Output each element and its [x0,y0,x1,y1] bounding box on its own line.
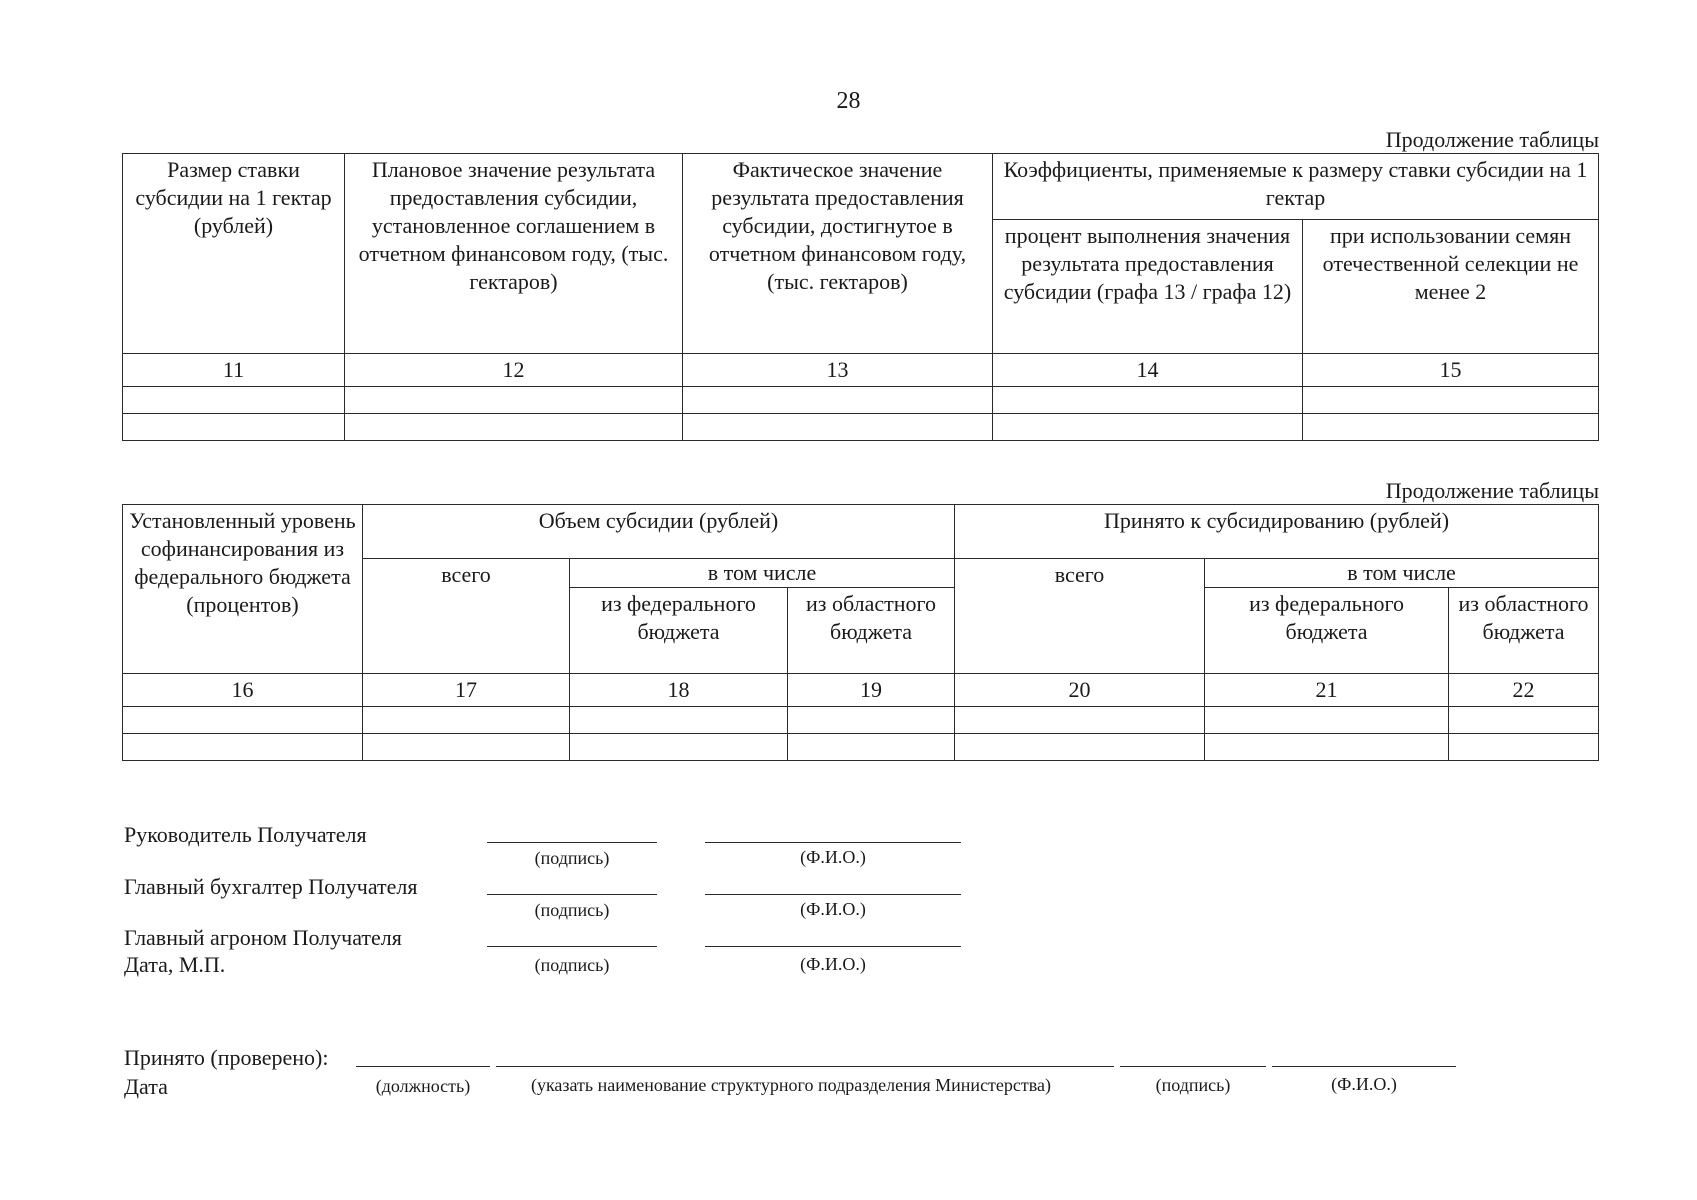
table1-row [123,387,1599,414]
accepted-date-label: Дата [124,1074,168,1099]
table2-header-volume-federal: из федерального бюджета [570,588,788,674]
accepted-signature-caption: (подпись) [1155,1075,1231,1095]
table1-cell[interactable] [1303,387,1599,414]
table2-num-20: 20 [955,674,1205,707]
accepted-fio-line[interactable] [1272,1066,1456,1067]
table2-num-18: 18 [570,674,788,707]
page-number: 28 [836,88,861,114]
table2-cell[interactable] [363,707,570,734]
head-fio-line[interactable] [705,842,961,843]
table1-num-11: 11 [123,354,345,387]
table1-header-col14: процент выполнения значения результата предоставления субсидии (графа 13 / графа 12) [993,220,1303,354]
table1-header-col11: Размер ставки субсидии на 1 гектар (рублей) [123,154,345,354]
table2-cell[interactable] [788,707,955,734]
date-stamp-label: Дата, М.П. [124,952,226,977]
table1-header-coefficients: Коэффициенты, применяемые к размеру ставки субсидии на 1 гектар [993,154,1599,220]
accountant-fio-caption: (Ф.И.О.) [800,899,866,919]
head-signature-caption: (подпись) [534,848,610,868]
table2-cell[interactable] [123,707,363,734]
table2-header-volume: Объем субсидии (рублей) [363,505,955,559]
table1-continuation-label: Продолжение таблицы [1385,127,1599,152]
table1-cell[interactable] [1303,414,1599,441]
chief-accountant-label: Главный бухгалтер Получателя [124,874,418,899]
table2-cell[interactable] [123,734,363,761]
accountant-signature-line[interactable] [487,894,657,895]
table1-cell[interactable] [345,414,683,441]
table2-header-accepted: Принято к субсидированию (рублей) [955,505,1599,559]
table1-num-13: 13 [683,354,993,387]
table1-header-col13: Фактическое значение результата предоставления субсидии, достигнутое в отчетном финансовом году, (тыс. гектаров) [683,154,993,354]
agronomist-signature-line[interactable] [487,946,657,947]
table2-cell[interactable] [788,734,955,761]
table2 [122,504,1599,761]
table2-header-accepted-including: в том числе [1205,559,1599,588]
agronomist-fio-caption: (Ф.И.О.) [800,954,866,974]
head-fio-caption: (Ф.И.О.) [800,847,866,867]
accepted-department-line[interactable] [496,1066,1114,1067]
table1-cell[interactable] [993,414,1303,441]
table1-cell[interactable] [993,387,1303,414]
accepted-fio-caption: (Ф.И.О.) [1331,1074,1397,1094]
table1-cell[interactable] [683,414,993,441]
table2-num-19: 19 [788,674,955,707]
table1-num-15: 15 [1303,354,1599,387]
table2-num-22: 22 [1449,674,1599,707]
accountant-signature-caption: (подпись) [534,900,610,920]
table2-cell[interactable] [570,734,788,761]
table2-cell[interactable] [570,707,788,734]
table1-header-col12: Плановое значение результата предоставления субсидии, установленное соглашением в отчетном финансовом году, (тыс. гектаров) [345,154,683,354]
table1-cell[interactable] [123,414,345,441]
table1-row [123,414,1599,441]
table2-cell[interactable] [1449,734,1599,761]
table2-cell[interactable] [1205,734,1449,761]
table2-header-accepted-regional: из областного бюджета [1449,588,1599,674]
table2-row [123,707,1599,734]
table2-continuation-label: Продолжение таблицы [1385,478,1599,503]
table2-header-volume-total: всего [363,559,570,674]
table1-header-col15: при использовании семян отечественной селекции не менее 2 [1303,220,1599,354]
accepted-position-line[interactable] [356,1066,490,1067]
table2-cell[interactable] [955,707,1205,734]
accepted-position-caption: (должность) [375,1076,471,1096]
table1-cell[interactable] [123,387,345,414]
table1 [122,153,1599,441]
table2-header-accepted-total: всего [955,559,1205,674]
chief-agronomist-label: Главный агроном Получателя [124,925,402,950]
table1-cell[interactable] [345,387,683,414]
table2-num-21: 21 [1205,674,1449,707]
agronomist-signature-caption: (подпись) [534,955,610,975]
accountant-fio-line[interactable] [705,894,961,895]
table1-cell[interactable] [683,387,993,414]
table2-header-accepted-federal: из федерального бюджета [1205,588,1449,674]
table2-header-volume-regional: из областного бюджета [788,588,955,674]
accepted-department-caption: (указать наименование структурного подразделения Министерства) [530,1075,1052,1095]
accepted-signature-line[interactable] [1120,1066,1266,1067]
accepted-checked-label: Принято (проверено): [124,1045,329,1070]
table2-header-col16: Установленный уровень софинансирования из федерального бюджета (процентов) [123,505,363,674]
table2-cell[interactable] [363,734,570,761]
table2-num-17: 17 [363,674,570,707]
table2-row [123,734,1599,761]
table2-cell[interactable] [1449,707,1599,734]
head-signature-line[interactable] [487,842,657,843]
table2-cell[interactable] [955,734,1205,761]
table2-cell[interactable] [1205,707,1449,734]
head-of-recipient-label: Руководитель Получателя [124,822,367,847]
table2-header-volume-including: в том числе [570,559,955,588]
table2-num-16: 16 [123,674,363,707]
table1-num-14: 14 [993,354,1303,387]
table1-num-12: 12 [345,354,683,387]
agronomist-fio-line[interactable] [705,946,961,947]
